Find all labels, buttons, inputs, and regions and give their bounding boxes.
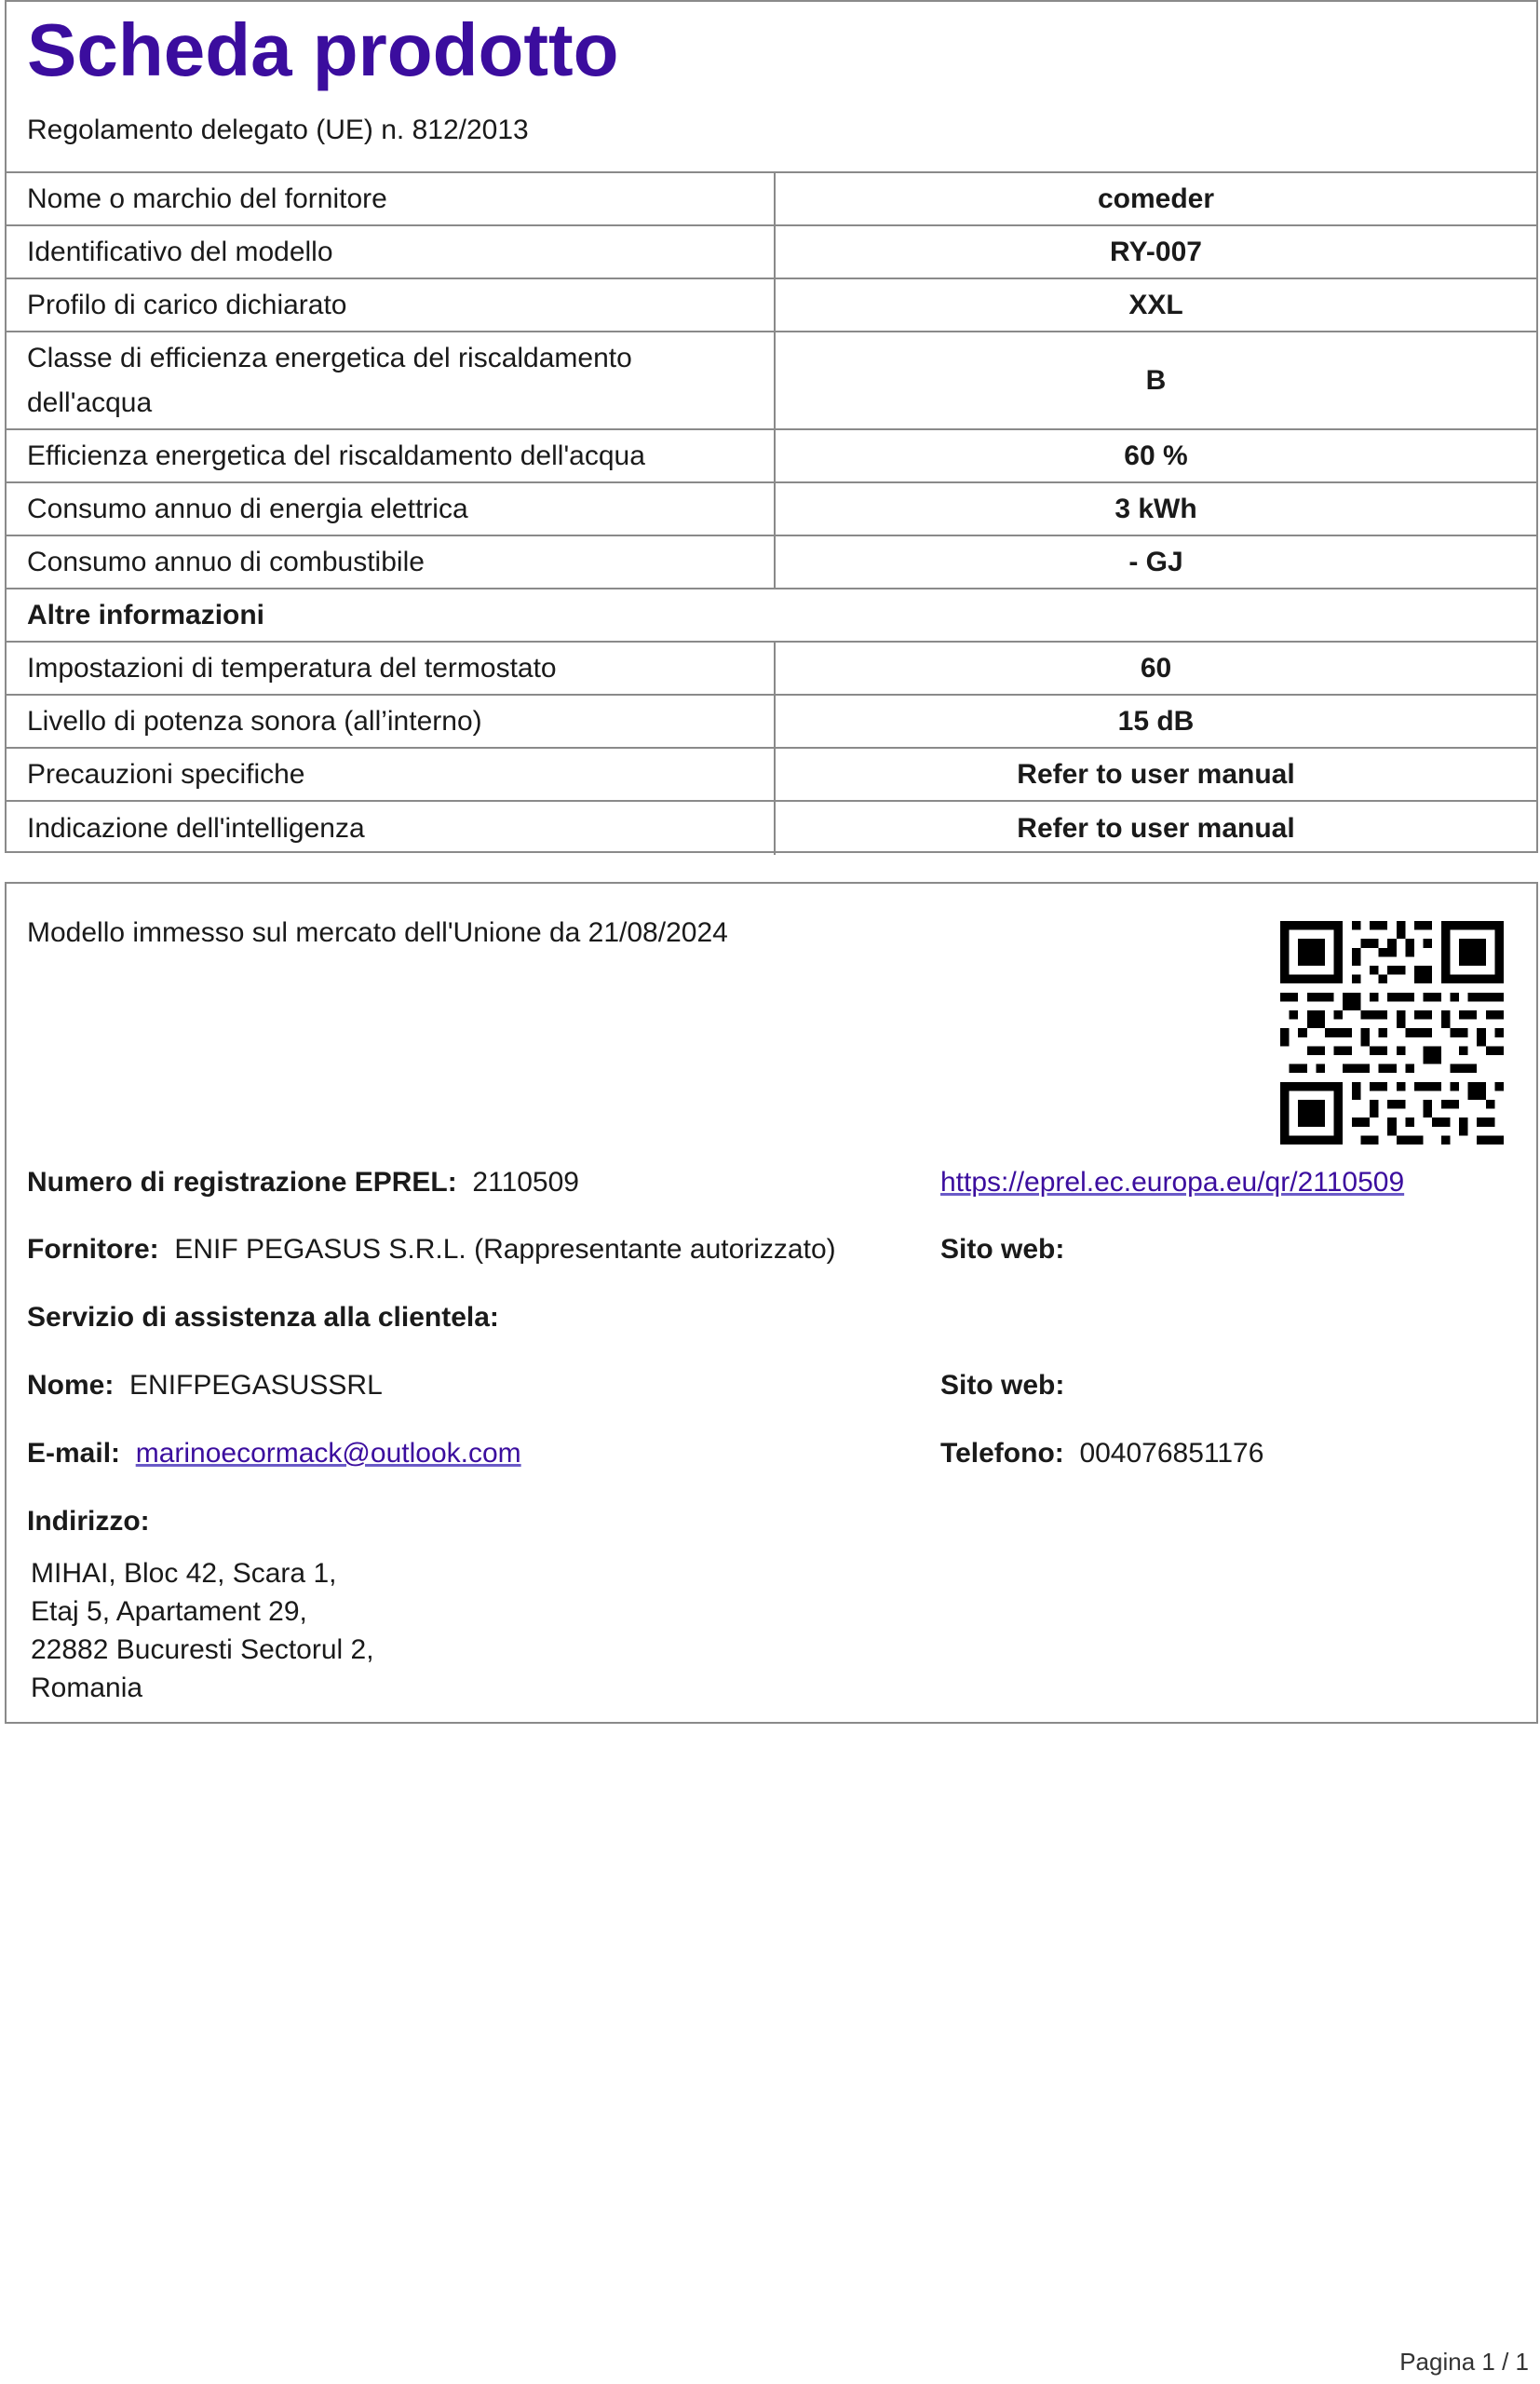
address-heading — [27, 1506, 150, 1537]
table-row — [7, 749, 1536, 802]
email-line — [27, 1438, 521, 1470]
table-row — [7, 696, 1536, 749]
phone-value: 004076851176 — [1079, 1438, 1264, 1469]
supplier-label: Fornitore: — [27, 1234, 159, 1265]
row-label: Impostazioni di temperatura del termostato — [27, 652, 557, 684]
row-label: Indicazione dell'intelligenza — [27, 812, 365, 844]
row-value: XXL — [774, 279, 1536, 331]
page-title: Scheda prodotto — [27, 8, 619, 91]
table-row — [7, 430, 1536, 483]
table-row — [7, 173, 1536, 226]
address-label: Indirizzo: — [27, 1506, 150, 1537]
table-row — [7, 802, 1536, 855]
row-value: comeder — [774, 173, 1536, 224]
supplier-line — [27, 1234, 836, 1266]
row-label: Nome o marchio del fornitore — [27, 183, 387, 214]
row-label: Precauzioni specifiche — [27, 758, 305, 790]
supplier-info-box — [5, 882, 1538, 1724]
page-number: Pagina 1 / 1 — [1399, 2348, 1529, 2376]
row-value: RY-007 — [774, 226, 1536, 278]
row-value: 60 — [774, 643, 1536, 694]
address-line: MIHAI, Bloc 42, Scara 1, — [31, 1558, 337, 1589]
phone-line — [940, 1438, 1263, 1470]
row-value: 15 dB — [774, 696, 1536, 747]
row-value: 3 kWh — [774, 483, 1536, 535]
address-block — [31, 1554, 374, 1707]
section-value — [774, 589, 1536, 641]
qr-code-icon[interactable] — [1280, 921, 1504, 1145]
phone-label: Telefono: — [940, 1438, 1064, 1469]
customer-service-heading — [27, 1302, 499, 1334]
eprel-link-wrap — [940, 1167, 1404, 1199]
row-label: Livello di potenza sonora (all’interno) — [27, 705, 482, 737]
address-line: Etaj 5, Apartament 29, — [31, 1596, 307, 1627]
table-row — [7, 332, 1536, 430]
row-label: Efficienza energetica del riscaldamento dell'acqua — [27, 440, 645, 471]
row-value: 60 % — [774, 430, 1536, 481]
website-label: Sito web: — [940, 1370, 1065, 1401]
table-row — [7, 483, 1536, 536]
product-info-table — [5, 0, 1538, 853]
eprel-registration — [27, 1167, 579, 1199]
eprel-link[interactable]: https://eprel.ec.europa.eu/qr/2110509 — [940, 1167, 1405, 1198]
table-row — [7, 643, 1536, 696]
email-label: E-mail: — [27, 1438, 121, 1469]
customer-service-label: Servizio di assistenza alla clientela: — [27, 1302, 499, 1333]
email-link[interactable]: marinoecormack@outlook.com — [135, 1438, 521, 1469]
table-row — [7, 279, 1536, 332]
row-label: Profilo di carico dichiarato — [27, 289, 347, 320]
section-label: Altre informazioni — [27, 599, 265, 630]
website-label: Sito web: — [940, 1234, 1065, 1265]
row-value: Refer to user manual — [774, 802, 1536, 855]
table-row — [7, 536, 1536, 589]
market-date-text: Modello immesso sul mercato dell'Unione da 21/08/2024 — [27, 917, 728, 948]
website-line-1 — [940, 1234, 1064, 1266]
table-rows — [7, 173, 1536, 855]
regulation-reference: Regolamento delegato (UE) n. 812/2013 — [27, 115, 529, 145]
table-row — [7, 226, 1536, 279]
row-value: B — [774, 332, 1536, 428]
row-label: Identificativo del modello — [27, 236, 333, 267]
website-line-2 — [940, 1370, 1064, 1402]
row-value: - GJ — [774, 536, 1536, 588]
row-label: Classe di efficienza energetica del riscaldamento dell'acqua — [27, 342, 632, 418]
row-value: Refer to user manual — [774, 749, 1536, 800]
name-line — [27, 1370, 383, 1402]
row-label: Consumo annuo di energia elettrica — [27, 493, 468, 524]
table-section-header — [7, 589, 1536, 643]
row-label: Consumo annuo di combustibile — [27, 546, 425, 577]
name-value: ENIFPEGASUSSRL — [129, 1370, 383, 1401]
address-line: Romania — [31, 1673, 143, 1703]
address-line: 22882 Bucuresti Sectorul 2, — [31, 1634, 374, 1665]
name-label: Nome: — [27, 1370, 115, 1401]
supplier-value: ENIF PEGASUS S.R.L. (Rappresentante autorizzato) — [174, 1234, 836, 1265]
eprel-label: Numero di registrazione EPREL: — [27, 1167, 457, 1198]
eprel-number: 2110509 — [472, 1167, 579, 1198]
